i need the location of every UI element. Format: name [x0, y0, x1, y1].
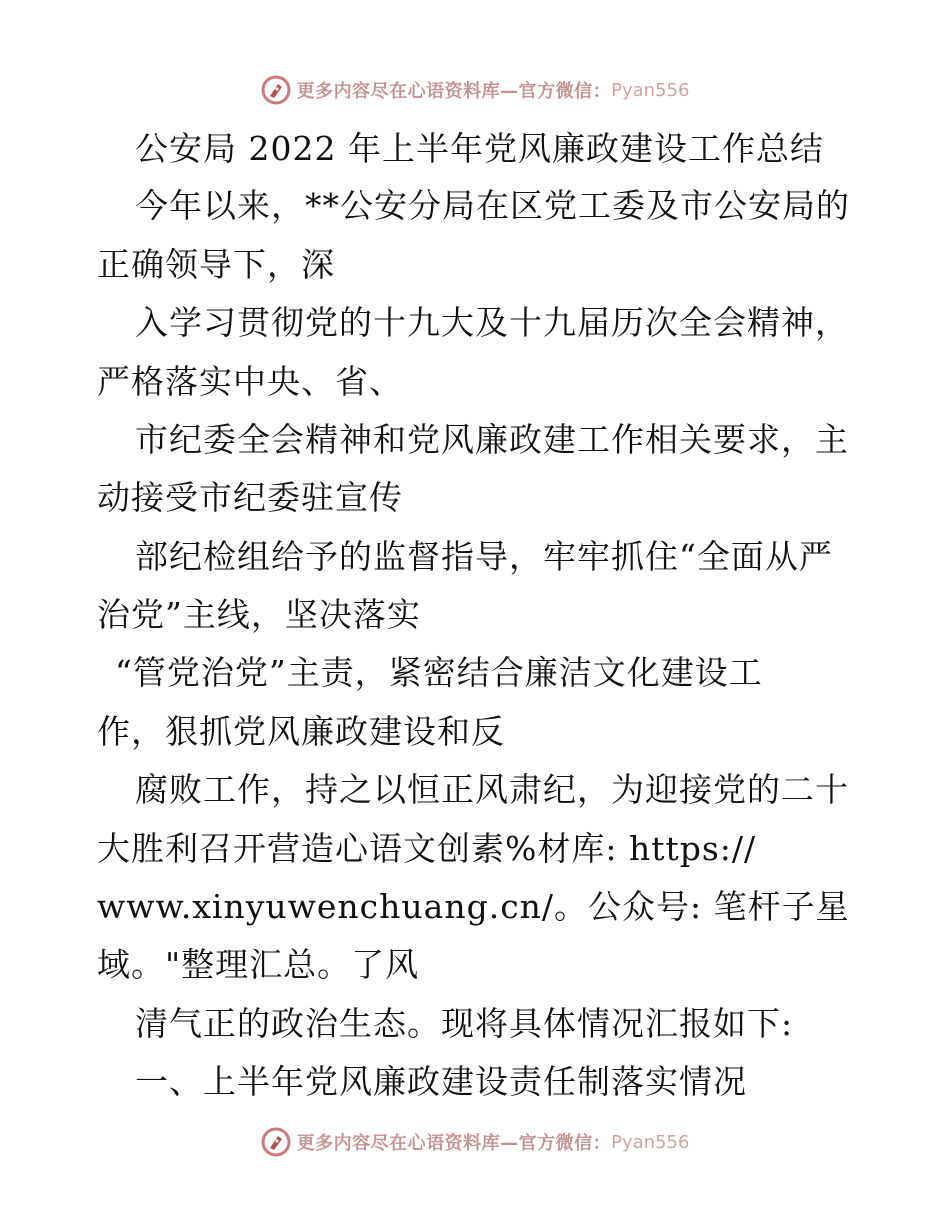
- watermark-account: Pyan556: [611, 79, 690, 101]
- paragraph-line: 严格落实中央、省、: [97, 362, 403, 401]
- pen-nib-seal-icon: [261, 1127, 291, 1157]
- section-heading: 一、上半年党风廉政建设责任制落实情况: [135, 1062, 747, 1101]
- paragraph-line: 动接受市纪委驻宣传: [97, 478, 403, 517]
- paragraph-line: 大胜利召开营造心语文创素%材库: https://: [97, 829, 757, 868]
- watermark-account: Pyan556: [611, 1131, 690, 1153]
- watermark-text: 更多内容尽在心语资料库—官方微信：: [296, 1133, 612, 1154]
- document-title: 公安局 2022 年上半年党风廉政建设工作总结: [135, 129, 824, 168]
- paragraph-line: 域。"整理汇总。了风: [97, 945, 420, 984]
- paragraph-line: “管党治党”主责，紧密结合廉洁文化建设工: [115, 653, 763, 692]
- paragraph-line: 治党”主线，坚决落实: [97, 595, 421, 634]
- watermark-text: 更多内容尽在心语资料库—官方微信：: [296, 81, 612, 102]
- paragraph-line: 作，狠抓党风廉政建设和反: [97, 712, 505, 751]
- paragraph-line: 今年以来，**公安分局在区党工委及市公安局的: [135, 186, 850, 225]
- paragraph-line: 市纪委全会精神和党风廉政建工作相关要求，主: [135, 420, 849, 459]
- paragraph-line: www.xinyuwenchuang.cn/。公众号: 笔杆子星: [97, 887, 850, 926]
- paragraph-line: 腐败工作，持之以恒正风肃纪，为迎接党的二十: [135, 770, 849, 809]
- footer-watermark: [0, 1122, 950, 1162]
- paragraph-line: 部纪检组给予的监督指导，牢牢抓住“全面从严: [135, 537, 833, 576]
- paragraph-line: 清气正的政治生态。现将具体情况汇报如下:: [135, 1004, 794, 1043]
- paragraph-line: 正确领导下，深: [97, 245, 335, 284]
- paragraph-line: 入学习贯彻党的十九大及十九届历次全会精神，: [135, 303, 849, 342]
